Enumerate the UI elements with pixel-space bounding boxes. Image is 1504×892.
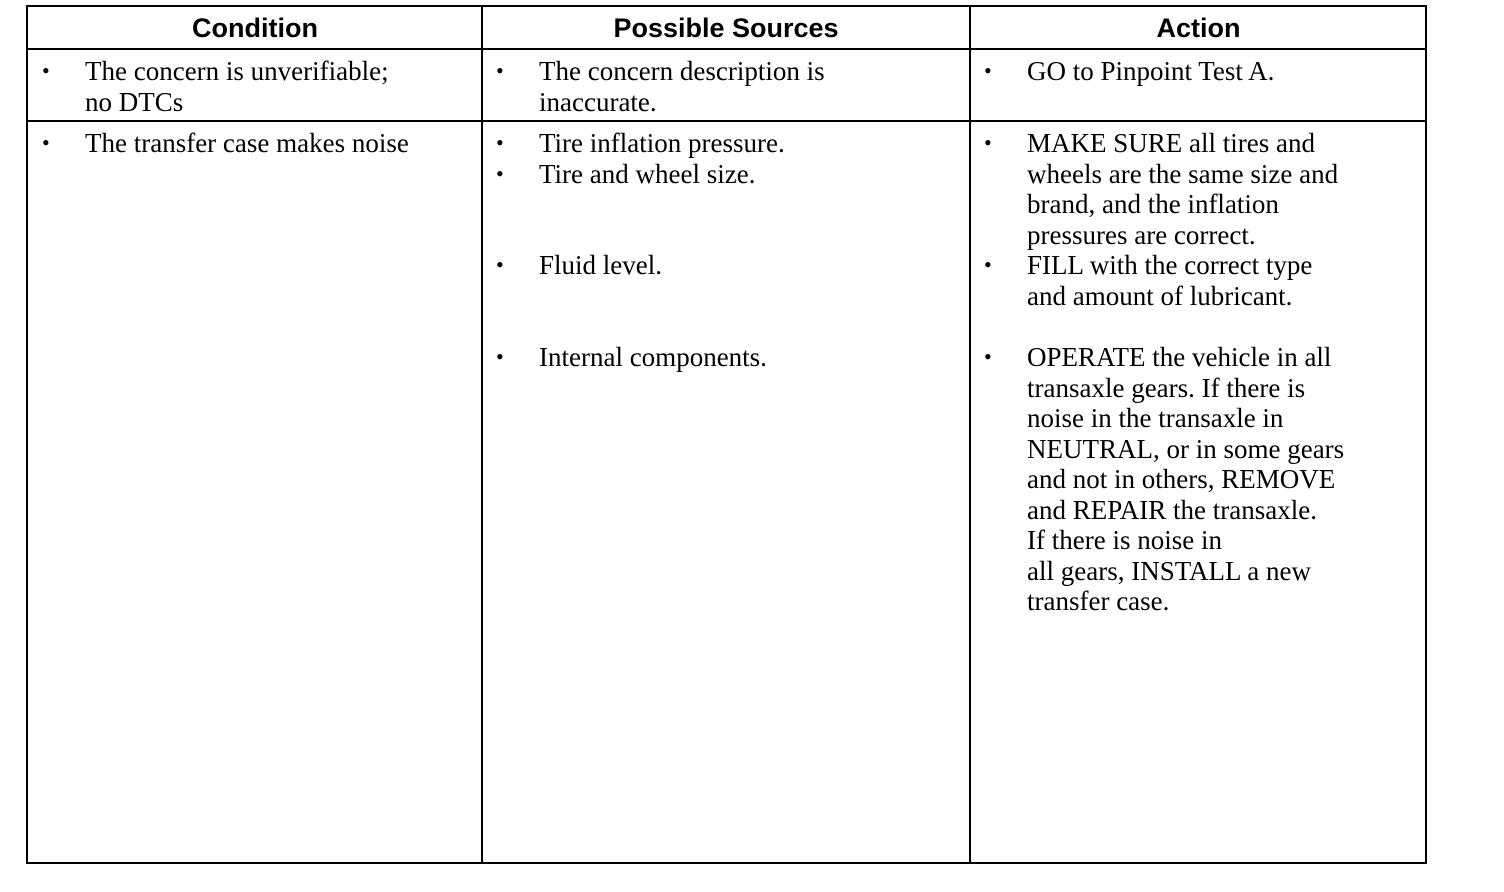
bullet: • [42, 130, 50, 155]
row-divider [28, 120, 1425, 122]
bullet: • [984, 130, 992, 155]
row1-action-text: GO to Pinpoint Test A. [1027, 56, 1275, 86]
row2-source-text: Internal components. [539, 342, 767, 372]
bullet: • [496, 58, 504, 83]
header-possible-sources: Possible Sources [613, 12, 839, 43]
bullet: • [496, 161, 504, 186]
column-divider-2 [969, 7, 971, 862]
bullet: • [496, 344, 504, 369]
bullet: • [984, 344, 992, 369]
row2-source-text: Fluid level. [539, 250, 662, 280]
bullet: • [496, 130, 504, 155]
bullet: • [42, 58, 50, 83]
bullet: • [496, 252, 504, 277]
row2-source-text: Tire inflation pressure. [539, 128, 785, 158]
column-divider-1 [481, 7, 483, 862]
row2-source-text: Tire and wheel size. [539, 159, 756, 189]
header-action: Action [1156, 12, 1241, 43]
bullet: • [984, 58, 992, 83]
bullet: • [984, 252, 992, 277]
row2-action-text: OPERATE the vehicle in all transaxle gears. If there is noise in the transaxle in NEUTRAL, or in some gears and not in others, REMOVE and REPAIR the transaxle. If there is noise in all gears, INSTALL a new transfer case. [1027, 342, 1345, 616]
row1-source-text: The concern description is inaccurate. [539, 56, 825, 117]
row1-condition-text: The concern is unverifiable; no DTCs [85, 56, 389, 117]
row2-action-text: FILL with the correct type and amount of lubricant. [1027, 250, 1313, 311]
diagnosis-table [26, 5, 1427, 864]
row2-action-text: MAKE SURE all tires and wheels are the same size and brand, and the inflation pressures are correct. [1027, 128, 1339, 250]
row2-condition-text: The transfer case makes noise [85, 128, 409, 158]
header-condition: Condition [192, 12, 318, 43]
